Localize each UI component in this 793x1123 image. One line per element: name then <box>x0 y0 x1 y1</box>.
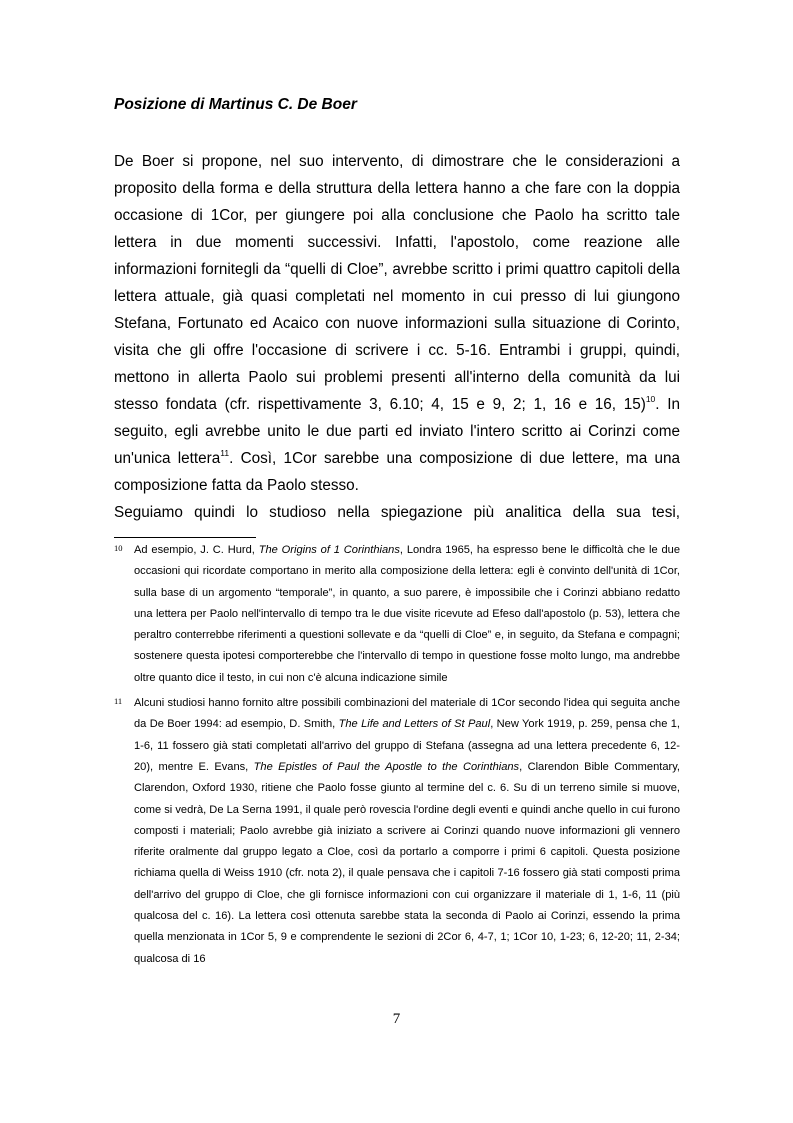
book-title: The Origins of 1 Corinthians <box>258 544 400 556</box>
footnote-number: 11 <box>114 696 123 707</box>
footnote-text: , Londra 1965, ha espresso bene le difficoltà che le due occasioni qui ricordate comportano in merito alla composizione della lettera: egli è convinto dell'unità di 1Cor, sulla base di un argomento “temporale”, in quanto, a suo parere, è impossibile che i Corinzi abbiano redatto una lettera per Paolo nell'intervallo di tempo tra le due visite ricevute ad Efeso dall'apostolo (p. 53), lettera che peraltro conterrebbe riferimenti a questioni sollevate e da “quelli di Cloe” e, in seguito, da Stefana e compagni; sostenere questa ipotesi comporterebbe che l'intervallo di tempo in questione fosse molto lungo, ma andrebbe oltre quanto dice il testo, in cui non c'è alcuna indicazione simile <box>134 544 680 684</box>
footnote-text: Ad esempio, J. C. Hurd, <box>134 544 259 556</box>
body-text <box>114 148 680 526</box>
body-text-segment: . In seguito, egli avrebbe unito le due parti ed inviato l'intero scritto ai Corinzi come un'unica lettera <box>114 396 680 467</box>
section-heading: Posizione di Martinus C. De Boer <box>114 96 357 113</box>
page-number: 7 <box>392 1011 401 1027</box>
footnote-reference[interactable]: 11 <box>220 448 230 458</box>
body-paragraph-1 <box>114 148 680 499</box>
footnote-number: 10 <box>114 543 123 553</box>
footnote-text: Alcuni studiosi hanno fornito altre possibili combinazioni del materiale di 1Cor secondo l'idea qui seguita anche da De Boer 1994: ad esempio, D. Smith, <box>134 697 680 731</box>
body-text-segment: . Così, 1Cor sarebbe una composizione di due lettere, ma una composizione fatta da Paolo stesso. <box>114 450 680 494</box>
book-title: The Epistles of Paul the Apostle to the Corinthians <box>253 760 520 773</box>
footnote-reference[interactable]: 10 <box>645 394 656 404</box>
footnote-text: , New York 1919, p. 259, pensa che 1, 1-6, 11 fossero già stati completati all'arrivo del gruppo di Stefana (assegna ad una lettera precedente 6, 12-20), mentre E. Evans, <box>134 718 681 773</box>
body-paragraph-2: Seguiamo quindi lo studioso nella spiegazione più analitica della sua tesi, <box>114 504 680 521</box>
footnote-text: , Clarendon Bible Commentary, Clarendon, Oxford 1930, ritiene che Paolo fosse giunto al termine del c. 6. Su di un terreno simile si muove, come si vedrà, De La Serna 1991, il quale però rovescia l'ordine degli eventi e quindi anche quello in cui furono composti i materiali; Paolo avrebbe già iniziato a scrivere ai Corinzi quando nuove informazioni gli vennero riferite oralmente dal gruppo legato a Cloe, così da portarlo a comporre i primi 6 capitoli. Questa posizione richiama quella di Weiss 1910 (cfr. nota 2), il quale pensava che i capitoli 7-16 fossero già stati composti prima dell'arrivo del gruppo di Cloe, che gli fornisce informazioni con cui organizzare il materiale di 1, 1-6, 11 (più qualcosa del c. 16). La lettera così ottenuta sarebbe stata la seconda di Paolo ai Corinzi, essendo la prima quella menzionata in 1Cor 5, 9 e comprendente le sezioni di 2Cor 6, 4-7, 1; 1Cor 10, 1-23; 6, 12-20; 11, 2-34; qualcosa di 16 <box>134 760 680 965</box>
footnote <box>114 693 680 970</box>
footnotes <box>114 540 680 970</box>
book-title: The Life and Letters of St Paul <box>338 718 491 731</box>
footnote <box>114 540 680 689</box>
body-text-segment: De Boer si propone, nel suo intervento, di dimostrare che le considerazioni a proposito della forma e della struttura della lettera hanno a che fare con la doppia occasione di 1Cor, per giungere poi alla conclusione che Paolo ha scritto tale lettera in due momenti successivi. Infatti, l'apostolo, come reazione alle informazioni fornitegli da “quelli di Cloe”, avrebbe scritto i primi quattro capitoli della lettera attuale, già quasi completati nel momento in cui presso di lui giungono Stefana, Fortunato ed Acaico con nuove informazioni sulla situazione di Corinto, visita che gli offre l'occasione di scrivere i cc. 5-16. Entrambi i gruppi, quindi, mettono in allerta Paolo sui problemi presenti all'interno della comunità da lui stesso fondata (cfr. rispettivamente 3, 6.10; 4, 15 e 9, 2; 1, 16 e 16, 15) <box>114 153 680 413</box>
footnote-separator <box>114 537 256 538</box>
